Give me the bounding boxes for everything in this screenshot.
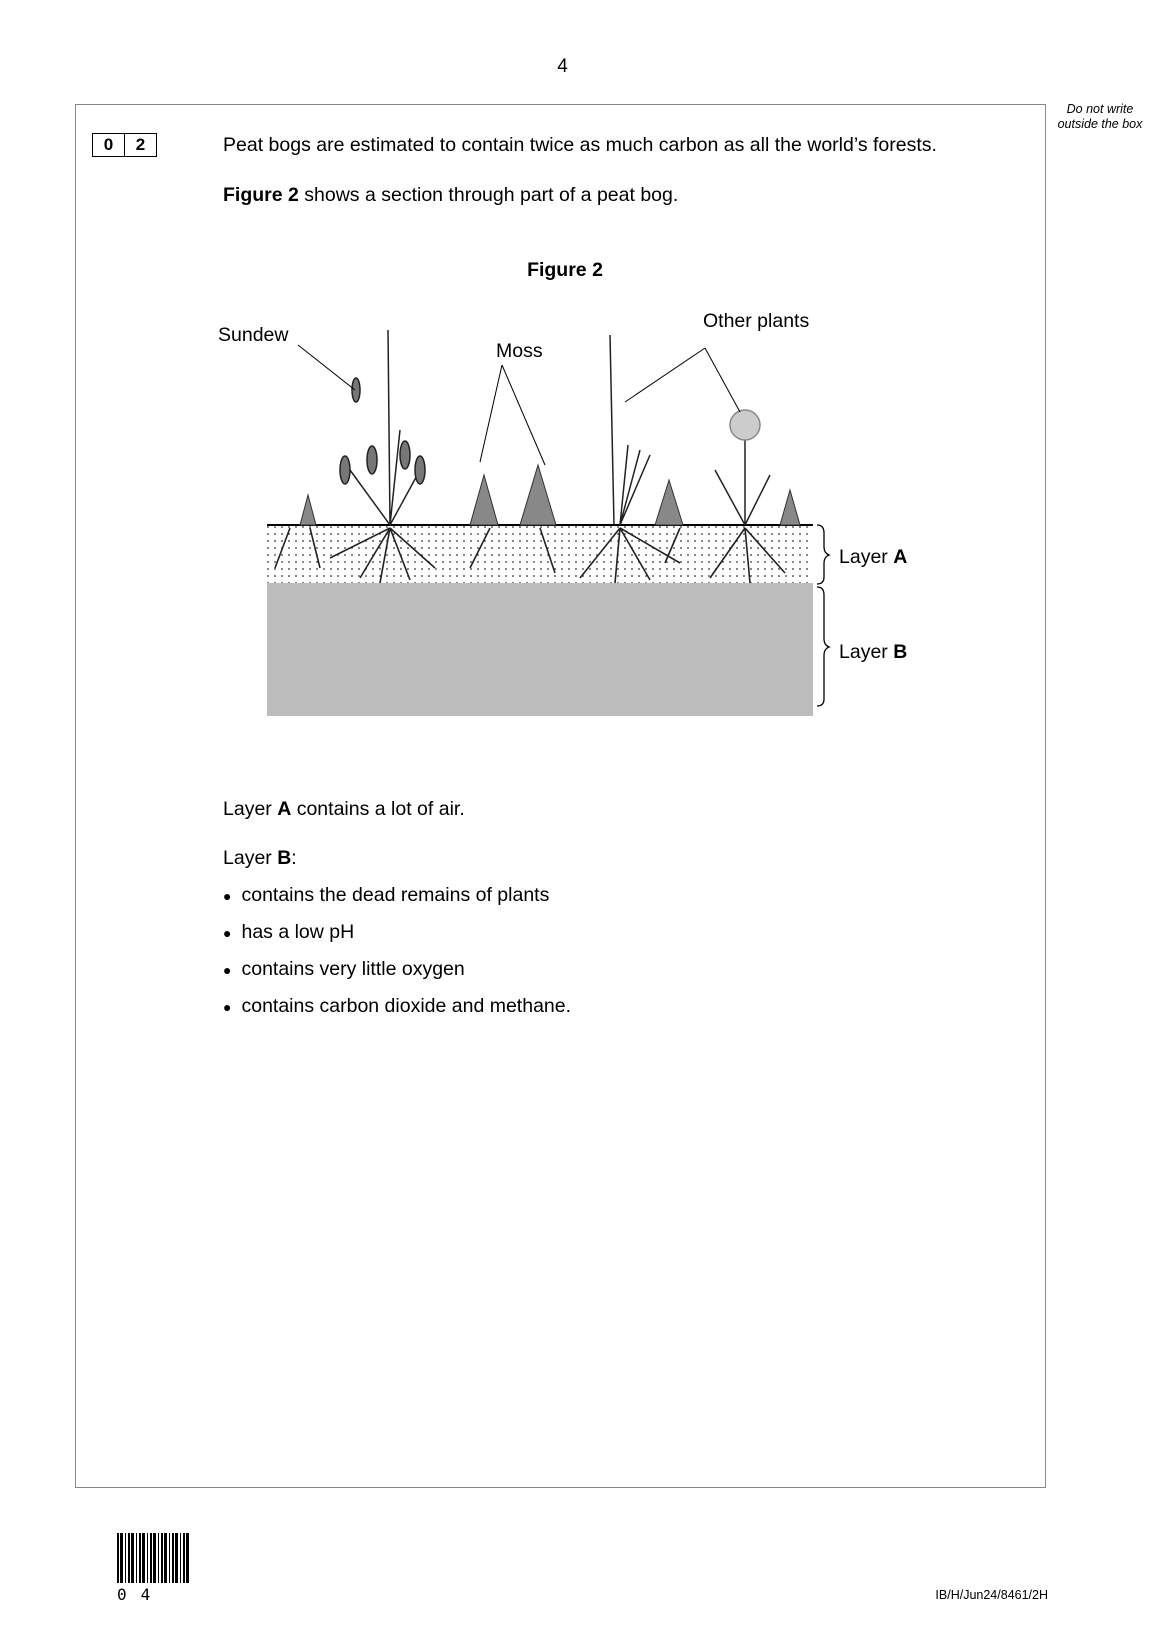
text: Layer	[223, 847, 278, 869]
page-number: 4	[557, 56, 568, 77]
layer-word: Layer	[839, 546, 894, 568]
bold-letter: B	[277, 847, 292, 869]
bullet-item	[223, 995, 571, 1019]
margin-note: Do not write outside the box	[1057, 102, 1143, 131]
bullet-item	[223, 884, 549, 908]
bullet-icon: ●	[223, 962, 232, 978]
other-plants	[610, 335, 770, 525]
question-digit: 2	[125, 133, 157, 157]
bullet-text: contains carbon dioxide and methane.	[241, 995, 572, 1017]
bullet-item	[223, 958, 465, 982]
bullet-text: contains the dead remains of plants	[241, 884, 550, 906]
barcode-digits: 04	[117, 1585, 165, 1604]
bullet-item	[223, 921, 354, 945]
figure-ref-rest: shows a section through part of a peat bog.	[298, 184, 679, 206]
layer-letter: A	[893, 546, 908, 568]
layer-b-heading	[223, 847, 297, 870]
bullet-icon: ●	[223, 999, 232, 1015]
peat-bog-diagram	[0, 0, 1158, 760]
label-moss: Moss	[496, 340, 543, 362]
paper-code: IB/H/Jun24/8461/2H	[935, 1588, 1048, 1602]
bullet-icon: ●	[223, 925, 232, 941]
layer-a-region	[267, 525, 813, 583]
label-layer-a	[839, 546, 907, 569]
layer-braces	[817, 525, 829, 706]
barcode	[117, 1533, 191, 1583]
text: contains a lot of air.	[291, 798, 465, 820]
sundew-plant	[340, 330, 425, 525]
bold-letter: A	[277, 798, 292, 820]
figure-title: Figure 2	[527, 259, 603, 281]
intro-text: Peat bogs are estimated to contain twice as much carbon as all the world’s forests.	[223, 134, 937, 156]
text: Layer	[223, 798, 278, 820]
text: :	[291, 847, 297, 869]
label-pointers	[298, 345, 740, 465]
bullet-text: contains very little oxygen	[241, 958, 465, 980]
bullet-text: has a low pH	[241, 921, 355, 943]
layer-word: Layer	[839, 641, 894, 663]
label-sundew: Sundew	[218, 324, 289, 346]
label-layer-b	[839, 641, 907, 664]
layer-a-statement	[223, 798, 465, 821]
moss-clumps	[300, 465, 800, 525]
label-other-plants: Other plants	[703, 310, 810, 332]
layer-b-region	[267, 583, 813, 716]
question-digit: 0	[92, 133, 125, 157]
figure-ref-bold: Figure 2	[223, 184, 299, 206]
figure-2	[0, 0, 1158, 760]
bullet-icon: ●	[223, 888, 232, 904]
layer-letter: B	[893, 641, 908, 663]
